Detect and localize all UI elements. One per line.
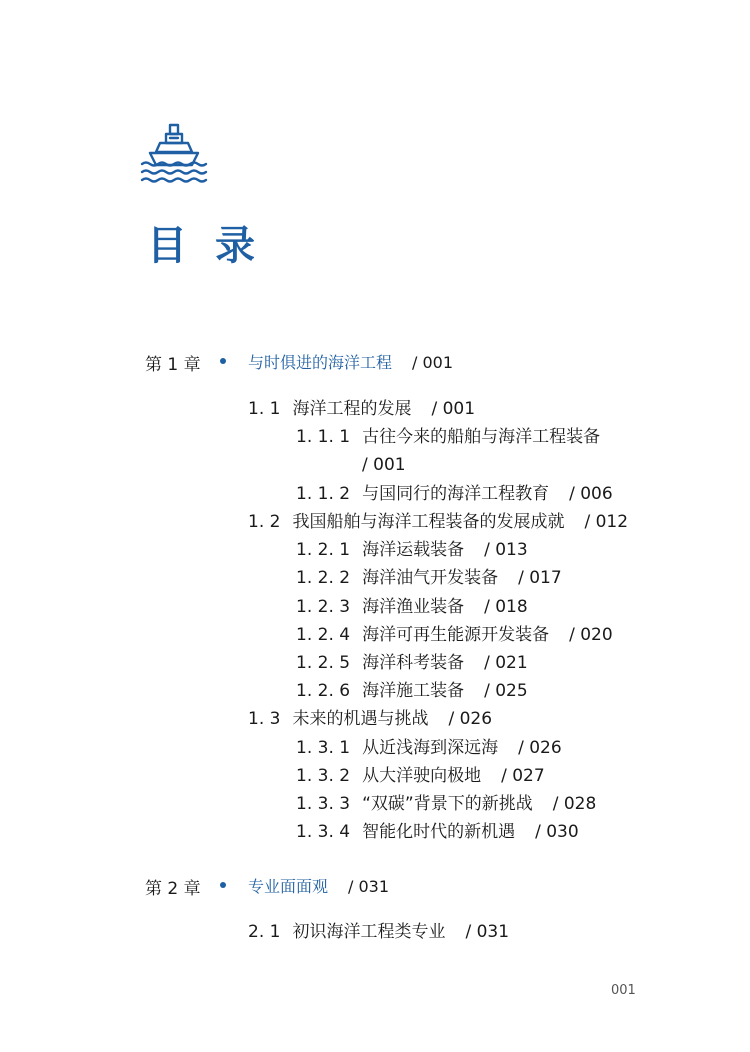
chapter-number: 第 2 章 (145, 879, 201, 899)
chapter-heading[interactable] (0, 874, 750, 900)
section-number: 1. 2. 4 (296, 625, 351, 645)
toc-entry[interactable] (296, 793, 596, 815)
page-ref: / 031 (348, 877, 390, 896)
toc-entry[interactable] (296, 737, 562, 759)
chapter-number: 第 1 章 (145, 355, 201, 375)
section-title: 初识海洋工程类专业 (292, 922, 446, 942)
section-number: 1. 1 (248, 399, 281, 419)
toc-entry[interactable] (296, 652, 528, 674)
chapter-title: 与时俱进的海洋工程 (248, 353, 393, 372)
section-number: 1. 2. 1 (296, 540, 351, 560)
section-number: 1. 2. 5 (296, 653, 351, 673)
section-title: 与国同行的海洋工程教育 (362, 484, 550, 504)
section-title: 我国船舶与海洋工程装备的发展成就 (292, 512, 565, 532)
toc-entry-continuation[interactable] (362, 454, 406, 476)
toc-entry[interactable] (296, 821, 579, 843)
page-ref: / 028 (552, 794, 597, 814)
section-number: 1. 1. 2 (296, 484, 351, 504)
section-title: 海洋可再生能源开发装备 (362, 625, 550, 645)
toc-entry[interactable] (248, 921, 509, 943)
toc-entry[interactable] (248, 398, 475, 420)
section-title: 未来的机遇与挑战 (292, 709, 429, 729)
page-ref: / 012 (584, 512, 629, 532)
toc-entry[interactable] (296, 765, 545, 787)
page-ref: / 001 (362, 455, 406, 475)
page-ref: / 026 (518, 738, 562, 758)
section-number: 1. 2. 2 (296, 568, 351, 588)
section-number: 1. 3. 3 (296, 794, 351, 814)
section-number: 1. 3. 4 (296, 822, 351, 842)
section-number: 1. 2 (248, 512, 281, 532)
page-ref: / 001 (431, 399, 476, 419)
page-ref: / 018 (484, 597, 528, 617)
toc-entry[interactable] (296, 596, 528, 618)
page-ref: / 006 (569, 484, 613, 504)
section-number: 2. 1 (248, 922, 281, 942)
section-title: 古往今来的船舶与海洋工程装备 (362, 427, 601, 447)
toc-entry[interactable] (296, 483, 613, 505)
bullet-icon (220, 358, 226, 364)
section-title: 海洋工程的发展 (292, 399, 412, 419)
page-ref: / 030 (535, 822, 579, 842)
bullet-icon (220, 882, 226, 888)
page-title: 目录 (147, 223, 283, 269)
chapter-title: 专业面面观 (248, 877, 329, 896)
section-number: 1. 2. 3 (296, 597, 351, 617)
toc-entry[interactable] (296, 567, 562, 589)
page-ref: / 017 (518, 568, 562, 588)
section-number: 1. 1. 1 (296, 427, 351, 447)
toc-entry[interactable] (248, 708, 492, 730)
section-title: 海洋科考装备 (362, 653, 465, 673)
ship-on-waves-icon (138, 122, 210, 186)
section-title: 海洋油气开发装备 (362, 568, 499, 588)
page-ref: / 013 (484, 540, 528, 560)
section-number: 1. 3. 1 (296, 738, 351, 758)
page-ref: / 001 (412, 353, 454, 372)
section-title: 海洋施工装备 (362, 681, 465, 701)
page-ref: / 025 (484, 681, 528, 701)
toc-entry[interactable] (296, 426, 600, 448)
page-ref: / 031 (465, 922, 510, 942)
page-ref: / 027 (501, 766, 545, 786)
toc-entry[interactable] (248, 511, 628, 533)
page-ref: / 020 (569, 625, 613, 645)
section-title: 海洋运载装备 (362, 540, 465, 560)
page-ref: / 026 (448, 709, 493, 729)
page-ref: / 021 (484, 653, 528, 673)
toc-entry[interactable] (296, 624, 613, 646)
toc-entry[interactable] (296, 680, 528, 702)
section-number: 1. 3. 2 (296, 766, 351, 786)
section-number: 1. 2. 6 (296, 681, 351, 701)
section-title: 从近浅海到深远海 (362, 738, 499, 758)
chapter-heading[interactable] (0, 350, 750, 376)
page-number: 001 (611, 983, 636, 998)
section-title: 从大洋驶向极地 (362, 766, 482, 786)
section-title: “双碳”背景下的新挑战 (362, 794, 533, 814)
toc-entry[interactable] (296, 539, 528, 561)
section-title: 海洋渔业装备 (362, 597, 465, 617)
section-number: 1. 3 (248, 709, 281, 729)
section-title: 智能化时代的新机遇 (362, 822, 516, 842)
